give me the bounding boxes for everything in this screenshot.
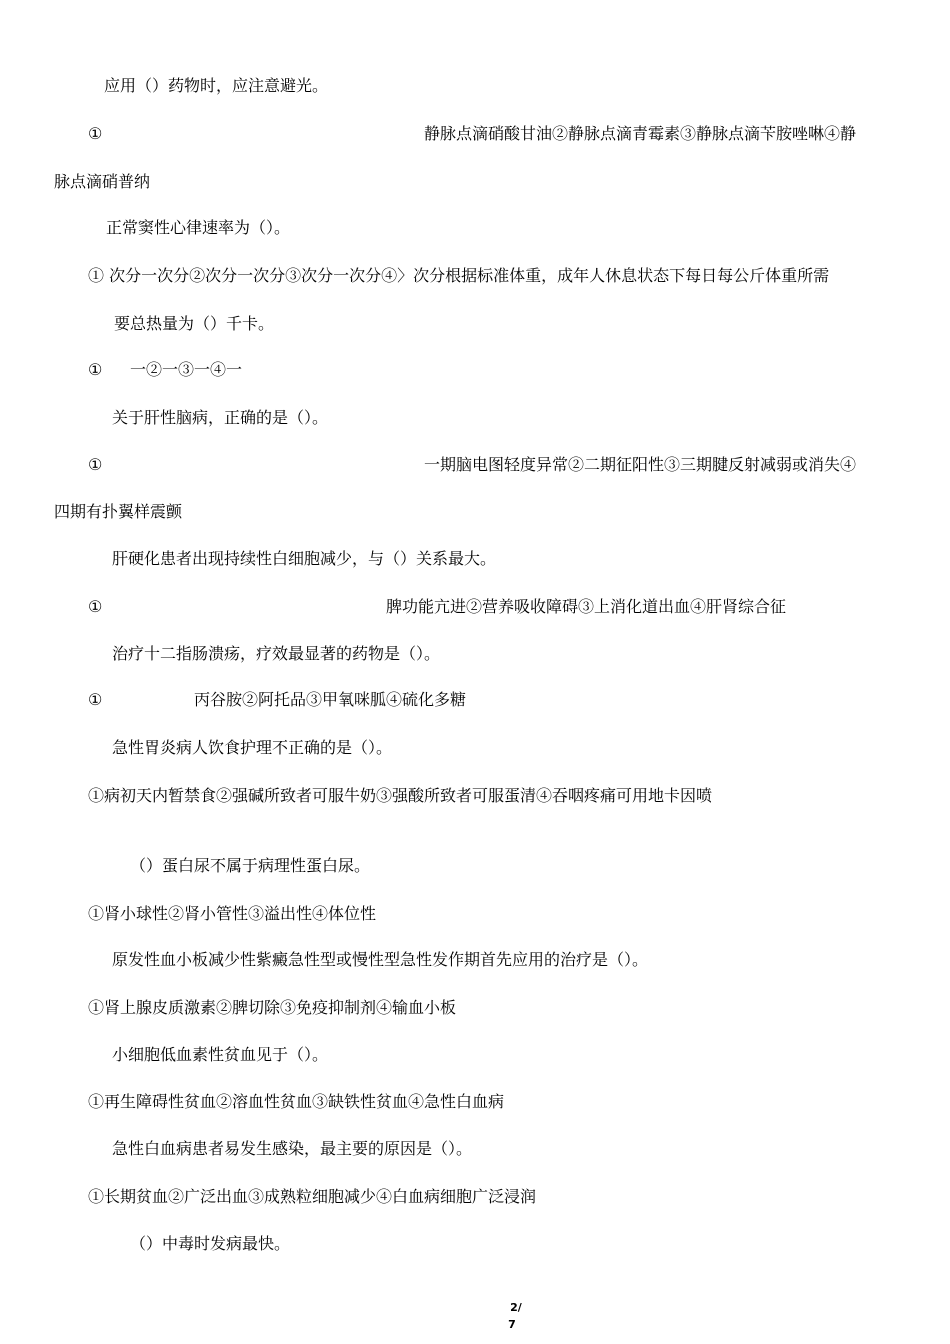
option-marker: ① [88, 124, 103, 143]
options-text: 静脉点滴硝酸甘油②静脉点滴青霉素③静脉点滴苄胺唑啉④静 [424, 124, 857, 143]
options-text: ①肾上腺皮质激素②脾切除③免疫抑制剂④输血小板 [88, 998, 457, 1017]
options-text: ① 次分一次分②次分一次分③次分一次分④〉次分根据标准体重，成年人休息状态下每日每公斤体重所需 [88, 266, 830, 285]
page-number-top: 2/ [510, 1301, 522, 1314]
option-marker: ① [88, 690, 103, 709]
options-text: ①病初天内暂禁食②强碱所致者可服牛奶③强酸所致者可服蛋清④吞咽疼痛可用地卡因喷 [88, 786, 713, 805]
question-text: 关于肝性脑病，正确的是（）。 [112, 408, 329, 427]
question-text: 原发性血小板减少性紫癜急性型或慢性型急性发作期首先应用的治疗是（）。 [112, 950, 649, 969]
options-text: ①长期贫血②广泛出血③成熟粒细胞减少④白血病细胞广泛浸润 [88, 1187, 537, 1206]
options-text: ①再生障碍性贫血②溶血性贫血③缺铁性贫血④急性白血病 [88, 1092, 505, 1111]
question-text: 急性胃炎病人饮食护理不正确的是（）。 [112, 738, 393, 757]
question-text: （）中毒时发病最快。 [130, 1234, 291, 1253]
question-text: 正常窦性心律速率为（）。 [106, 218, 291, 237]
options-text: 一期脑电图轻度异常②二期征阳性③三期腱反射减弱或消失④ [424, 455, 857, 474]
page-number-bottom: 7 [508, 1318, 516, 1331]
options-text: 一②一③一④一 [130, 360, 243, 379]
question-text: 治疗十二指肠溃疡，疗效最显著的药物是（）。 [112, 644, 441, 663]
option-marker: ① [88, 455, 103, 474]
options-text: ①肾小球性②肾小管性③溢出性④体位性 [88, 904, 377, 923]
question-text: 肝硬化患者出现持续性白细胞减少，与（）关系最大。 [112, 549, 497, 568]
question-text: 要总热量为（）千卡。 [114, 314, 275, 333]
question-text: 急性白血病患者易发生感染，最主要的原因是（）。 [112, 1139, 473, 1158]
question-text: （）蛋白尿不属于病理性蛋白尿。 [130, 856, 371, 875]
options-text-continued: 脉点滴硝普纳 [54, 172, 151, 191]
option-marker: ① [88, 360, 103, 379]
options-text-continued: 四期有扑翼样震颤 [54, 502, 183, 521]
option-marker: ① [88, 597, 103, 616]
question-text: 应用（）药物时，应注意避光。 [104, 76, 329, 95]
options-text: 丙谷胺②阿托品③甲氧咪胍④硫化多糖 [194, 690, 467, 709]
question-text: 小细胞低血素性贫血见于（）。 [112, 1045, 329, 1064]
options-text: 脾功能亢进②营养吸收障碍③上消化道出血④肝肾综合征 [386, 597, 787, 616]
